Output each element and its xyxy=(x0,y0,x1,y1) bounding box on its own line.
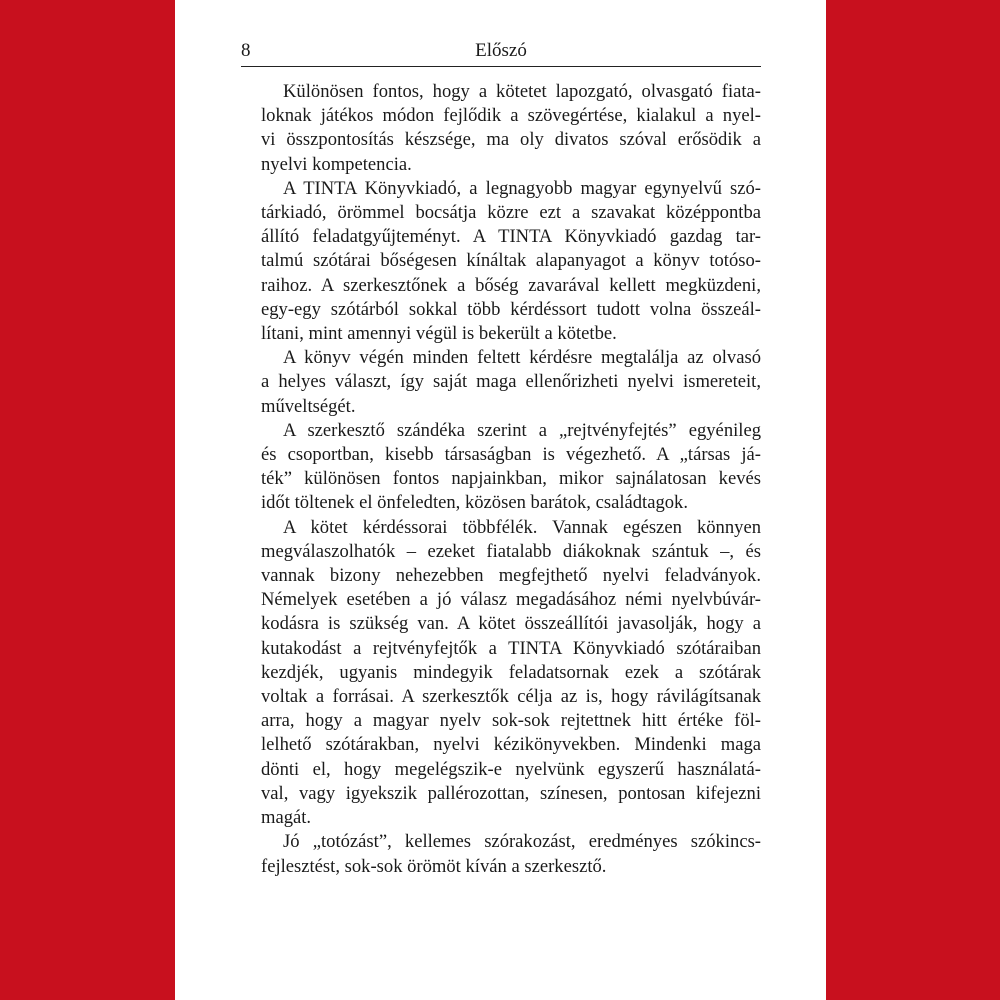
text-line: és csoportban, kisebb társaságban is végezhető. A „társas já- xyxy=(261,444,761,466)
text-line: egy-egy szótárból sokkal több kérdéssort tudott volna összeál- xyxy=(261,298,761,320)
text-line: magát. xyxy=(261,807,312,829)
text-line: Némelyek esetében a jó válasz megadásához némi nyelvbúvár- xyxy=(261,589,761,611)
text-line: nyelvi kompetencia. xyxy=(261,153,412,175)
text-line: A szerkesztő szándéka szerint a „rejtvényfejtés” egyénileg xyxy=(283,419,761,441)
text-line: Jó „totózást”, kellemes szórakozást, eredményes szókincs- xyxy=(283,831,761,853)
text-line: műveltségét. xyxy=(261,395,356,417)
header-rule xyxy=(241,66,761,67)
running-title: Előszó xyxy=(475,40,527,61)
paragraph xyxy=(261,346,761,419)
page-header xyxy=(241,40,761,64)
text-line: a helyes választ, így saját maga ellenőrizheti nyelvi ismereteit, xyxy=(261,371,761,393)
text-line: Különösen fontos, hogy a kötetet lapozgató, olvasgató fiata- xyxy=(283,81,761,102)
text-line: kezdjék, ugyanis mindegyik feladatsornak ezek a szótárak xyxy=(261,661,761,683)
paragraph xyxy=(261,80,761,177)
text-line: lelhető szótárakban, nyelvi kézikönyvekben. Mindenki maga xyxy=(261,734,761,756)
text-line: A kötet kérdéssorai többfélék. Vannak egészen könnyen xyxy=(283,516,761,538)
paragraph xyxy=(261,516,761,831)
text-line: A könyv végén minden feltett kérdésre megtalálja az olvasó xyxy=(283,347,761,369)
text-line: állító feladatgyűjteményt. A TINTA Könyvkiadó gazdag tar- xyxy=(261,226,761,248)
text-line: dönti el, hogy megelégszik-e nyelvünk egyszerű használatá- xyxy=(261,758,761,780)
text-line: kutakodást a rejtvényfejtők a TINTA Könyvkiadó szótáraiban xyxy=(261,637,761,659)
text-line: vannak bizony nehezebben megfejthető nyelvi feladványok. xyxy=(261,565,761,587)
text-line: időt töltenek el önfeledten, közösen barátok, családtagok. xyxy=(261,492,688,514)
book-page xyxy=(175,0,826,1000)
paragraph xyxy=(261,830,761,878)
text-line: loknak játékos módon fejlődik a szövegértése, kialakul a nyel- xyxy=(261,105,761,127)
text-line: ték” különösen fontos napjainkban, mikor sajnálatosan kevés xyxy=(261,468,761,490)
paragraph xyxy=(261,419,761,516)
text-line: tárkiadó, örömmel bocsátja közre ezt a szavakat középpontba xyxy=(261,202,761,224)
text-line: A TINTA Könyvkiadó, a legnagyobb magyar egynyelvű szó- xyxy=(283,177,761,199)
text-line: arra, hogy a magyar nyelv sok-sok rejtettnek hitt értéke föl- xyxy=(261,710,761,732)
foreword-body xyxy=(261,80,761,879)
text-line: vi összpontosítás készsége, ma oly divatos szóval erősödik a xyxy=(261,129,761,151)
text-line: fejlesztést, sok-sok örömöt kíván a szerkesztő. xyxy=(261,855,607,877)
text-line: lítani, mint amennyi végül is bekerült a kötetbe. xyxy=(261,323,617,345)
text-line: voltak a forrásai. A szerkesztők célja az is, hogy rávilágítsanak xyxy=(261,686,761,708)
text-line: kodásra is szükség van. A kötet összeállítói javasolják, hogy a xyxy=(261,613,761,635)
text-line: raihoz. A szerkesztőnek a bőség zavarával kellett megküzdeni, xyxy=(261,274,761,296)
text-line: megválaszolhatók – ezeket fiatalabb diákoknak szántuk –, és xyxy=(261,540,761,562)
text-line: talmú szótárai bőségesen kínáltak alapanyagot a könyv totóso- xyxy=(261,250,761,272)
text-line: val, vagy igyekszik pallérozottan, színesen, pontosan kifejezni xyxy=(261,782,761,804)
page-number: 8 xyxy=(241,40,251,61)
paragraph xyxy=(261,177,761,346)
